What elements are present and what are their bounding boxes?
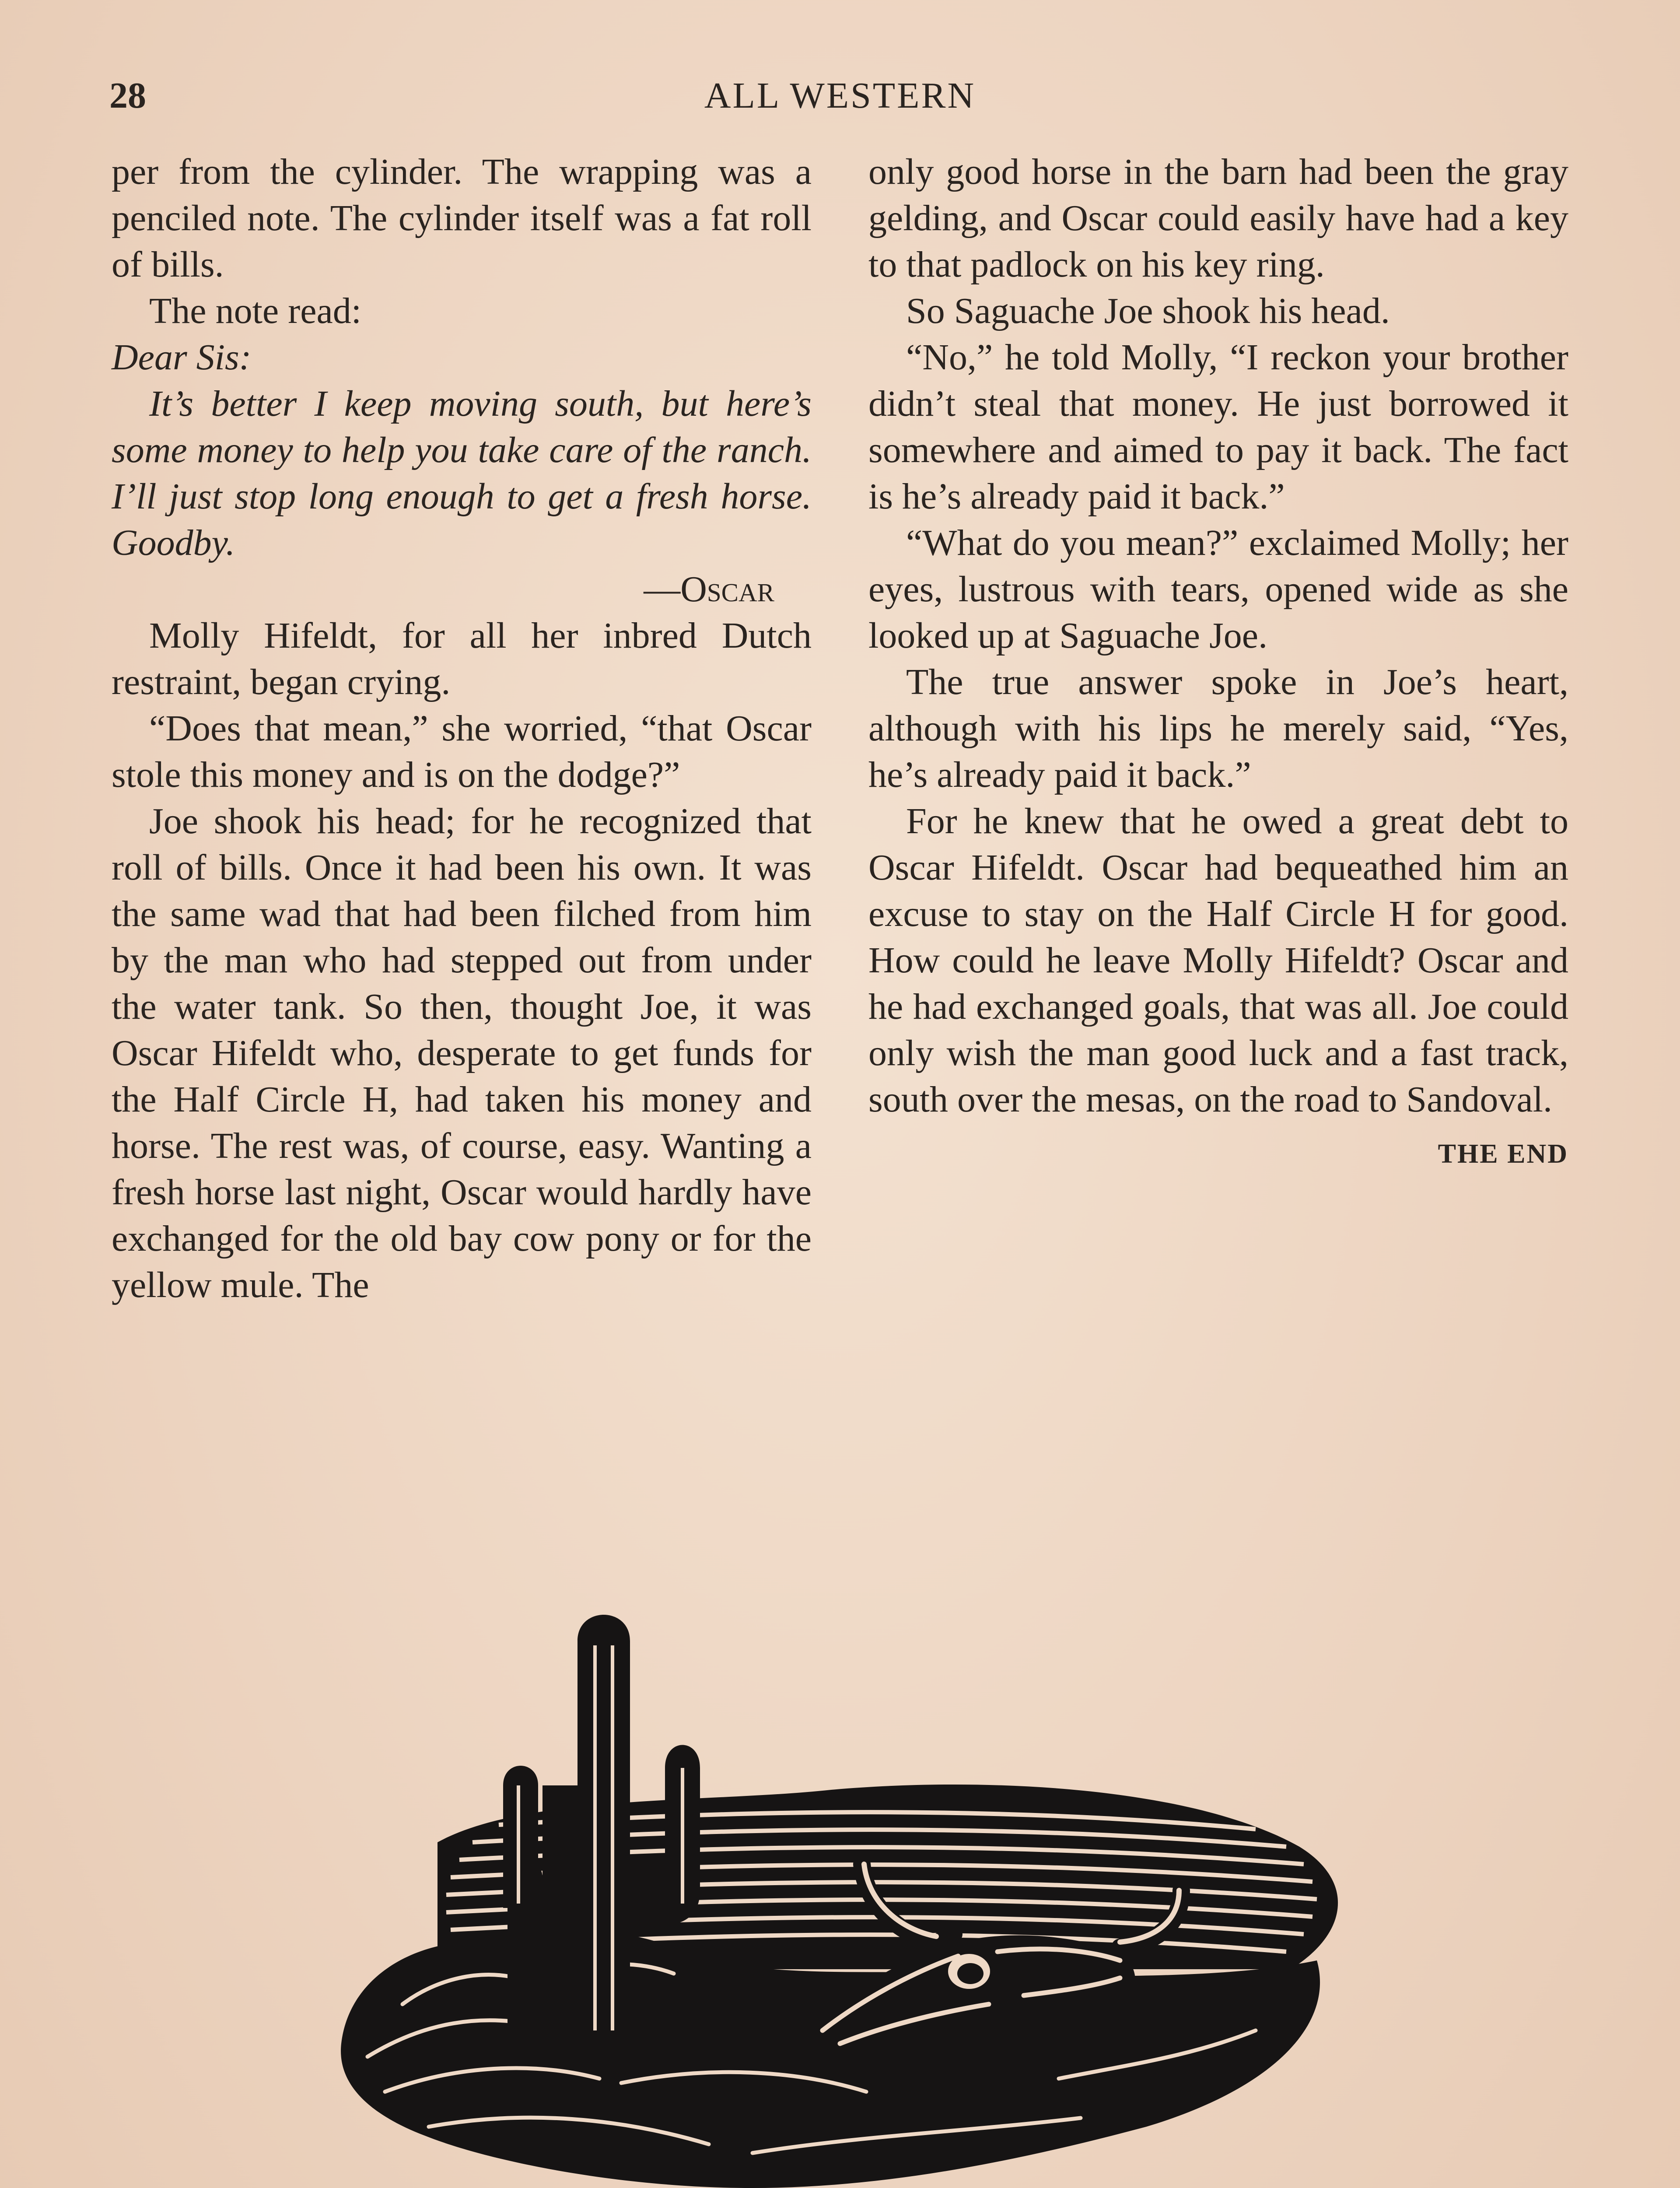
page-number: 28 xyxy=(109,75,146,116)
paragraph: For he knew that he owed a great debt to Oscar Hifeldt. Oscar had bequeathed him an excuse to stay on the Half Circle H for good. How could he leave Molly Hifeldt? Oscar and he had exchanged goals, that was all. Joe could only wish the man good luck and a fast track, south over the mesas, on the road to Sandoval. xyxy=(868,801,1568,1120)
paragraph: only good horse in the barn had been the gray gelding, and Oscar could easily have had a key to that padlock on his key ring. xyxy=(868,151,1568,285)
desert-skull-cactus-illustration xyxy=(315,1540,1365,2188)
letter-salutation: Dear Sis: xyxy=(112,337,252,378)
paragraph: So Saguache Joe shook his head. xyxy=(906,291,1390,331)
the-end-mark: THE END xyxy=(1438,1139,1568,1169)
right-column xyxy=(868,149,1568,1177)
running-title: ALL WESTERN xyxy=(704,75,976,116)
paragraph: “No,” he told Molly, “I reckon your brother didn’t steal that money. He just borrowed it somewhere and aimed to pay it back. The fact is he’s already paid it back.” xyxy=(868,337,1568,517)
paragraph: The true answer spoke in Joe’s heart, although with his lips he merely said, “Yes, he’s already paid it back.” xyxy=(868,662,1568,795)
letter-signature: —Oscar xyxy=(644,569,774,610)
left-column xyxy=(112,149,812,1308)
paragraph: per from the cylinder. The wrapping was a penciled note. The cylinder itself was a fat roll of bills. xyxy=(112,151,812,285)
letter-body: It’s better I keep moving south, but here’s some money to help you take care of the ranch. I’ll just stop long enough to get a fresh horse. Goodby. xyxy=(112,383,812,563)
paragraph: Joe shook his head; for he recognized that roll of bills. Once it had been his own. It was the same wad that had been filched from him by the man who had stepped out from under the water tank. So then, thought Joe, it was Oscar Hifeldt who, desperate to get funds for the Half Circle H, had taken his money and horse. The rest was, of course, easy. Wanting a fresh horse last night, Oscar would hardly have exchanged for the old bay cow pony or for the yellow mule. The xyxy=(112,801,812,1305)
paragraph: “Does that mean,” she worried, “that Oscar stole this money and is on the dodge?” xyxy=(112,708,812,795)
paragraph: “What do you mean?” exclaimed Molly; her eyes, lustrous with tears, opened wide as she looked up at Saguache Joe. xyxy=(868,522,1568,656)
paragraph: Molly Hifeldt, for all her inbred Dutch restraint, began crying. xyxy=(112,615,812,702)
paragraph: The note read: xyxy=(149,291,362,331)
